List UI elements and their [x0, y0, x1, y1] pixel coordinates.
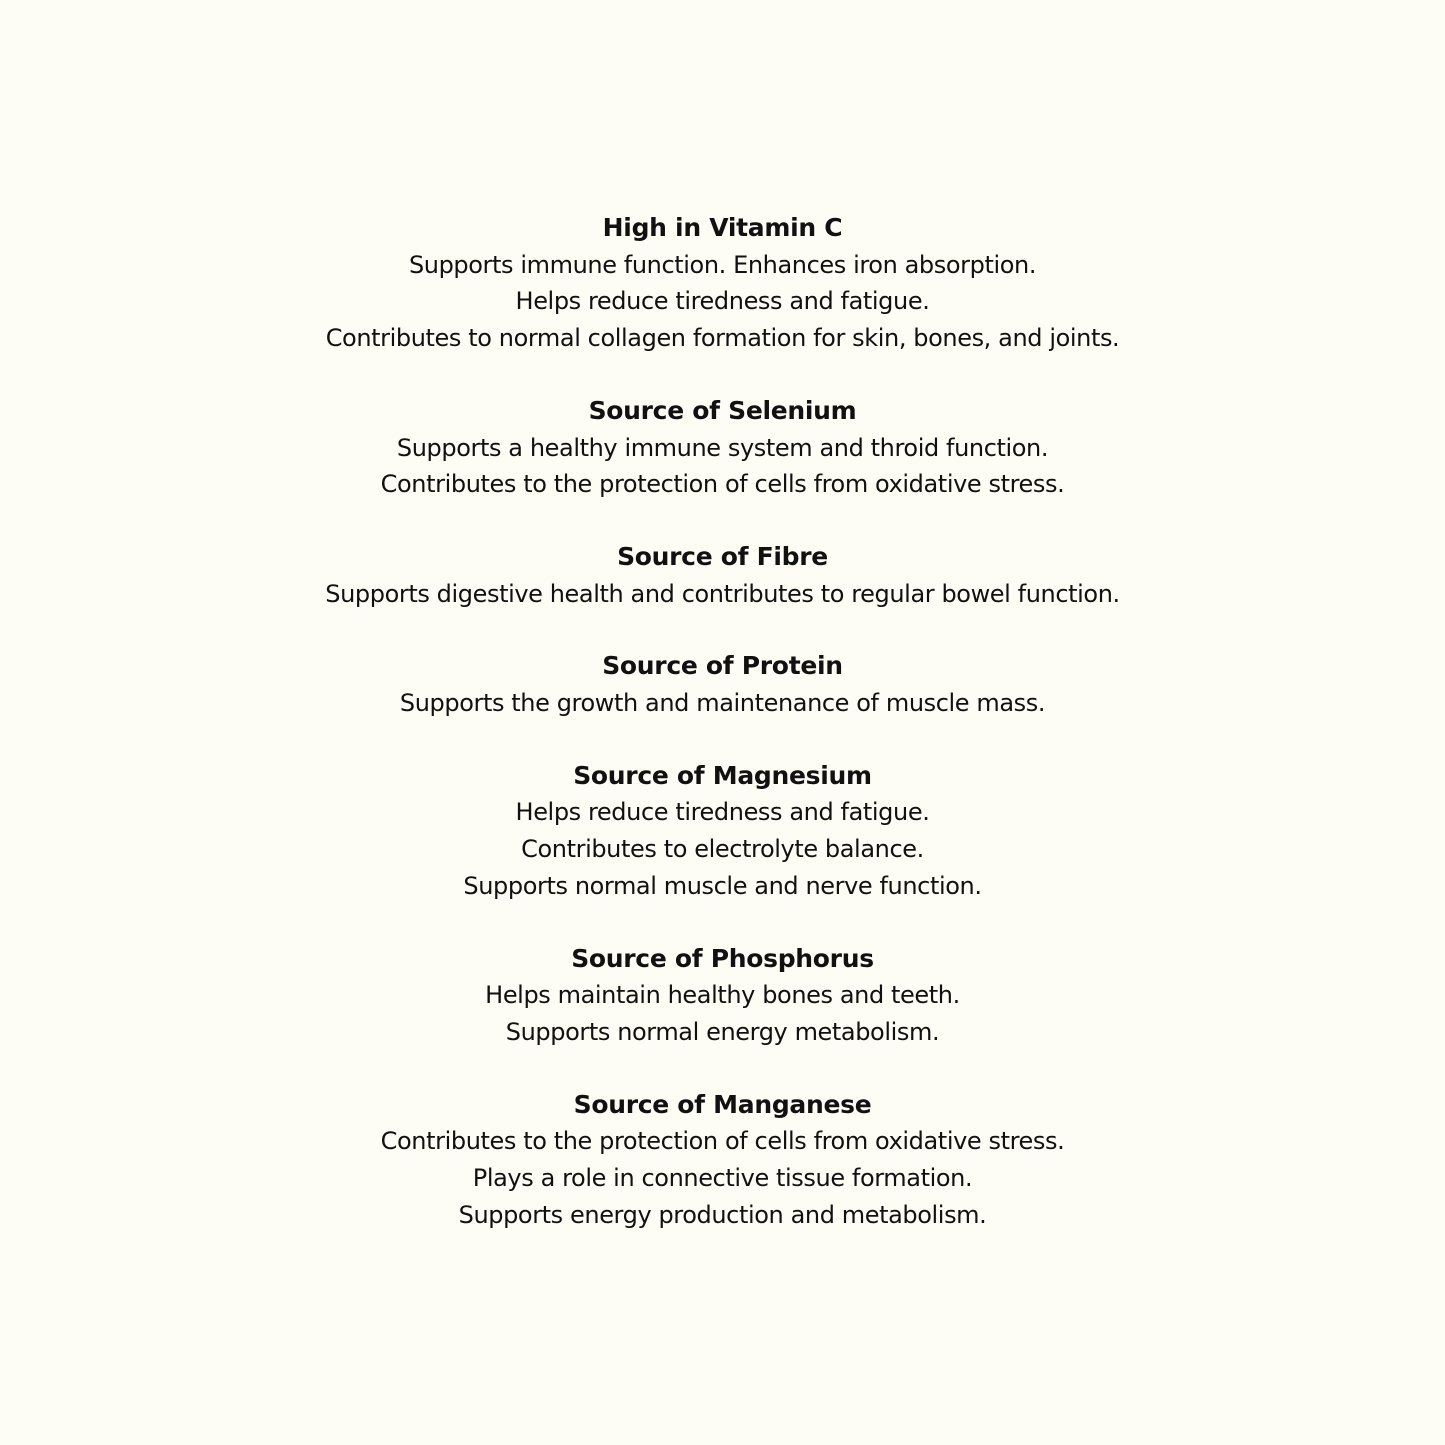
claim-line: Helps reduce tiredness and fatigue. — [515, 798, 930, 827]
claim-line: Helps maintain healthy bones and teeth. — [485, 981, 960, 1010]
claim-line: Supports digestive health and contributes to regular bowel function. — [325, 579, 1120, 608]
claim-line: Supports the growth and maintenance of muscle mass. — [399, 689, 1046, 718]
claim-line: Contributes to the protection of cells from oxidative stress. — [380, 1127, 1065, 1156]
claim-line: Plays a role in connective tissue formation. — [472, 1164, 973, 1193]
claim-line: Contributes to normal collagen formation for skin, bones, and joints. — [325, 324, 1120, 353]
nutrition-claims — [0, 210, 1445, 1269]
claim-selenium — [0, 393, 1445, 503]
claim-heading: Source of Magnesium — [573, 760, 872, 790]
claim-line: Supports energy production and metabolism. — [458, 1200, 987, 1229]
claim-line: Helps reduce tiredness and fatigue. — [515, 287, 930, 316]
claim-vitamin-c — [0, 210, 1445, 357]
claim-magnesium — [0, 758, 1445, 905]
claim-line: Supports a healthy immune system and throid function. — [396, 433, 1049, 462]
claim-heading: Source of Protein — [602, 651, 843, 681]
claim-line: Supports normal energy metabolism. — [505, 1017, 940, 1046]
claim-phosphorus — [0, 941, 1445, 1051]
claim-heading: Source of Selenium — [588, 395, 857, 425]
claim-heading: High in Vitamin C — [602, 213, 843, 242]
claim-manganese — [0, 1087, 1445, 1234]
claim-line: Supports normal muscle and nerve function. — [463, 871, 982, 900]
claim-fibre — [0, 539, 1445, 612]
claim-line: Supports immune function. Enhances iron absorption. — [408, 250, 1037, 279]
claim-line: Contributes to the protection of cells from oxidative stress. — [380, 470, 1065, 499]
claim-heading: Source of Manganese — [573, 1089, 872, 1119]
claim-protein — [0, 648, 1445, 721]
claim-line: Contributes to electrolyte balance. — [521, 835, 924, 864]
claim-heading: Source of Fibre — [617, 541, 828, 571]
claim-heading: Source of Phosphorus — [571, 943, 874, 973]
